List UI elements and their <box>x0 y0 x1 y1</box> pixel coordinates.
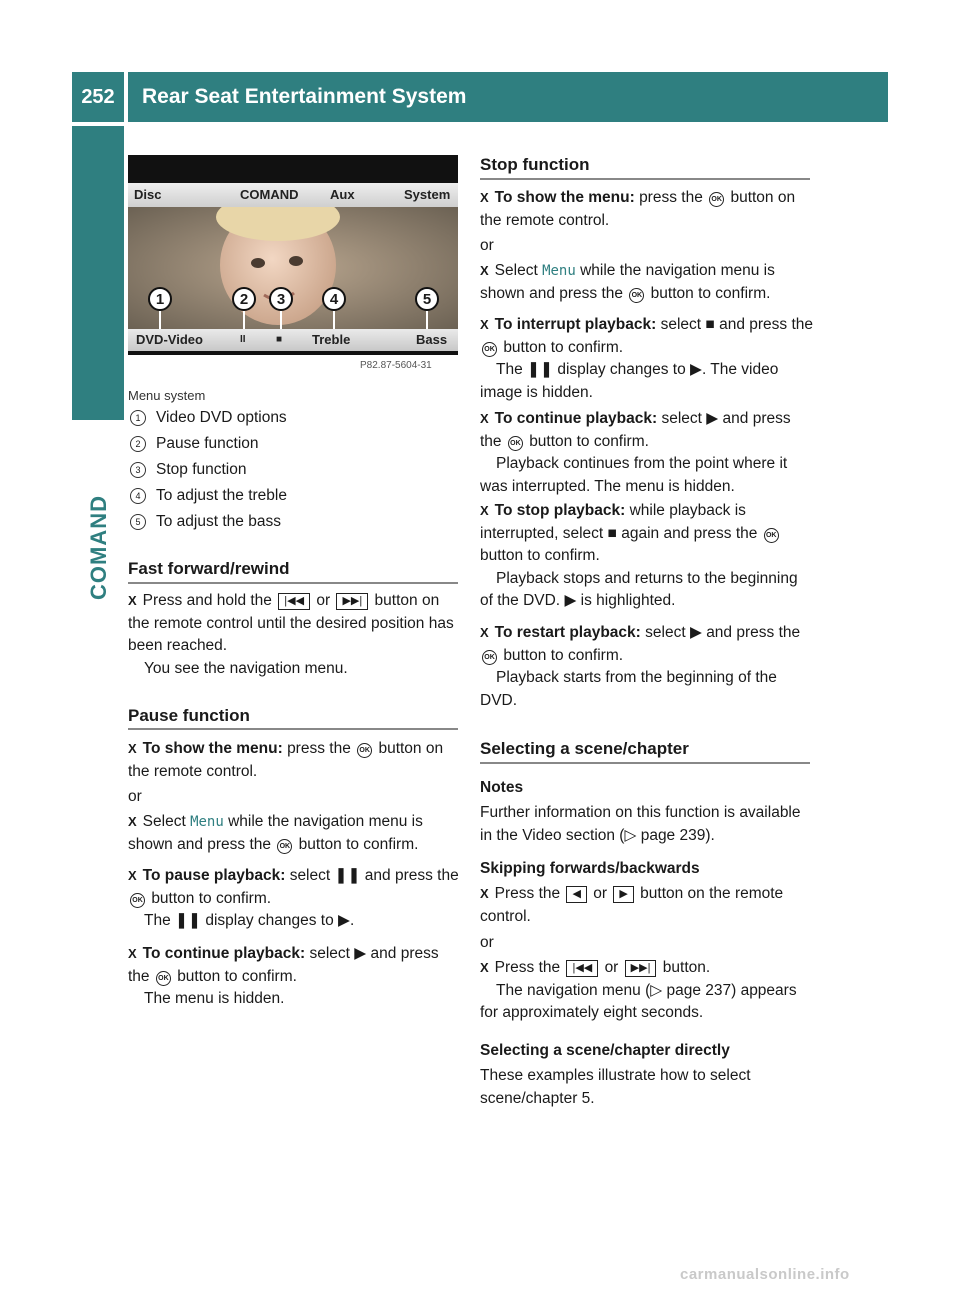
divider <box>128 728 458 730</box>
callout-3: 3 <box>269 287 293 311</box>
notes-text: Further information on this function is available in the Video section (▷ page 239). <box>480 804 801 844</box>
bb-pause-icon: II <box>240 334 246 345</box>
page-title: Rear Seat Entertainment System <box>128 72 888 122</box>
direct-text: These examples illustrate how to select scene/chapter 5. <box>480 1067 751 1107</box>
notes-heading: Notes <box>480 779 524 796</box>
callout-line <box>159 311 161 331</box>
callout-line <box>243 311 245 331</box>
bottom-menu-bar <box>128 329 458 351</box>
footer-watermark: carmanualsonline.info <box>680 1266 850 1283</box>
step-stop-stop: X To stop playback: while playback is interrupted, select ■ again and press the OK button to confirm. Playback stops and returns to the beginning of the DVD. ▶ is highlighted. <box>480 502 798 609</box>
step-skip-1: X Press the ◀ or ▶ button on the remote control. <box>480 885 784 925</box>
tab-system: System <box>404 187 451 202</box>
step-stop-interrupt: X To interrupt playback: select ■ and press the OK button to confirm. The ❚❚ display changes to ▶. The video image is hidden. <box>480 316 814 401</box>
step-pause-show: X To show the menu: press the OK button on the remote control. <box>128 740 444 780</box>
page-number: 252 <box>72 72 124 122</box>
callout-2: 2 <box>232 287 256 311</box>
menu-screenshot <box>128 155 458 355</box>
side-label: COMAND <box>86 495 111 600</box>
skip-heading: Skipping forwards/backwards <box>480 860 700 877</box>
step-stop-continue: X To continue playback: select ▶ and press the OK button to confirm. Playback continues from the point where it was interrupted. The menu is hidden. <box>480 410 791 495</box>
divider <box>480 178 810 180</box>
bb-bass: Bass <box>416 332 448 347</box>
step-pause-select: X Select Menu while the navigation menu is shown and press the OK button to confirm. <box>128 813 423 853</box>
callout-5: 5 <box>415 287 439 311</box>
step-ffw: X Press and hold the |◀◀ or ▶▶| button on the remote control until the desired position has been reached. You see the navigation menu. <box>128 592 454 677</box>
legend-item: 2 Pause function <box>130 435 259 453</box>
callout-4: 4 <box>322 287 346 311</box>
step-stop-show: X To show the menu: press the OK button on the remote control. <box>480 189 796 229</box>
direct-heading: Selecting a scene/chapter directly <box>480 1042 730 1059</box>
callout-line <box>280 311 282 331</box>
tab-comand: COMAND <box>240 187 299 202</box>
step-skip-2: X Press the |◀◀ or ▶▶| button. The navigation menu (▷ page 237) appears for approximately eight seconds. <box>480 959 797 1021</box>
bb-treble: Treble <box>312 332 351 347</box>
heading-fast-forward: Fast forward/rewind <box>128 559 290 578</box>
heading-stop: Stop function <box>480 155 590 174</box>
legend-item: 1 Video DVD options <box>130 409 287 427</box>
divider <box>480 762 810 764</box>
photo-code: P82.87-5604-31 <box>360 360 432 371</box>
or-text: or <box>480 934 494 951</box>
callout-line <box>426 311 428 331</box>
step-pause-continue: X To continue playback: select ▶ and press the OK button to confirm. The menu is hidden. <box>128 945 439 1007</box>
tab-aux: Aux <box>330 187 355 202</box>
bb-dvd-video: DVD-Video <box>136 332 203 347</box>
bb-stop-icon: ■ <box>276 334 283 345</box>
heading-pause: Pause function <box>128 706 250 725</box>
divider <box>128 582 458 584</box>
legend-item: 4 To adjust the treble <box>130 487 287 505</box>
side-tab <box>72 126 124 420</box>
legend-item: 3 Stop function <box>130 461 246 479</box>
figure-caption: Menu system <box>128 388 206 403</box>
tab-disc: Disc <box>134 187 162 202</box>
or-text: or <box>480 237 494 254</box>
heading-scene: Selecting a scene/chapter <box>480 739 689 758</box>
callout-1: 1 <box>148 287 172 311</box>
legend-item: 5 To adjust the bass <box>130 513 281 531</box>
step-pause-do: X To pause playback: select ❚❚ and press the OK button to confirm. The ❚❚ display changes to ▶. <box>128 867 459 929</box>
callout-line <box>333 311 335 331</box>
step-stop-select: X Select Menu while the navigation menu is shown and press the OK button to confirm. <box>480 262 775 302</box>
tab-bar <box>128 183 458 207</box>
or-text: or <box>128 788 142 805</box>
step-stop-restart: X To restart playback: select ▶ and press the OK button to confirm. Playback starts from the beginning of the DVD. <box>480 624 801 709</box>
